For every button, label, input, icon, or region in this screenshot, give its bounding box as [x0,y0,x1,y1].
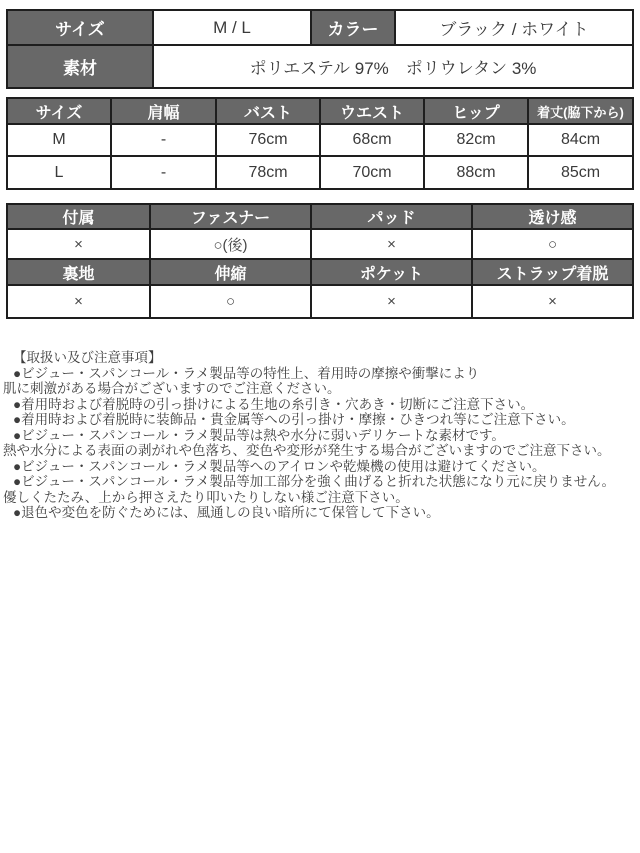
size-chart-header-cell: サイズ [7,98,111,124]
care-note-line: ●退色や変色を防ぐためには、風通しの良い暗所にて保管して下さい。 [13,505,440,520]
size-chart-header-cell: 肩幅 [111,98,216,124]
spec-row-size-color [7,10,633,45]
size-chart-data-cell: M [7,124,111,156]
size-chart-data-cell: - [111,124,216,156]
feature-header-cell: ファスナー [150,204,311,229]
feature-value-cell: × [472,285,633,318]
size-chart-data-cell: 70cm [320,156,424,189]
care-note-line: ●ビジュー・スパンコール・ラメ製品等加工部分を強く曲げると折れた状態になり元に戻りません。 [13,474,616,489]
features-table [6,203,634,319]
care-notes [3,350,639,521]
size-chart-data-cell: 84cm [528,124,633,156]
care-note-line: ●ビジュー・スパンコール・ラメ製品等の特性上、着用時の摩擦や衝撃により [13,365,480,381]
size-chart-header-cell: バスト [216,98,320,124]
feature-value-cell: ○(後) [150,229,311,259]
size-chart-data-cell: 88cm [424,156,528,189]
size-chart-row-l [7,156,633,189]
material-label-cell: 素材 [7,45,153,88]
feature-value-cell: ○ [150,285,311,318]
features-value-row-2 [7,285,633,318]
size-chart-header-cell: 着丈(脇下から) [528,98,633,124]
size-chart-header-row [7,98,633,124]
feature-value-cell: ○ [472,229,633,259]
care-note-line: ●着用時および着脱時の引っ掛けによる生地の糸引き・穴あき・切断にご注意下さい。 [13,396,535,412]
size-label-cell: サイズ [7,10,153,45]
size-value-cell: M / L [153,10,311,45]
spec-row-material [7,45,633,88]
feature-value-cell: × [311,285,472,318]
feature-header-cell: 裏地 [7,259,150,285]
feature-header-cell: パッド [311,204,472,229]
feature-value-cell: × [7,229,150,259]
color-label-cell: カラー [311,10,395,45]
product-spec-table [6,9,634,89]
feature-header-cell: 伸縮 [150,259,311,285]
size-chart-data-cell: L [7,156,111,189]
size-chart-data-cell: 78cm [216,156,320,189]
feature-header-cell: 透け感 [472,204,633,229]
care-notes-title: 【取扱い及び注意事項】 [13,350,162,365]
care-note-line: ●ビジュー・スパンコール・ラメ製品等は熱や水分に弱いデリケートな素材です。 [13,427,505,443]
feature-value-cell: × [7,285,150,318]
feature-header-cell: 付属 [7,204,150,229]
care-note-line: ●ビジュー・スパンコール・ラメ製品等へのアイロンや乾燥機の使用は避けてください。 [13,458,546,474]
size-chart-data-cell: 82cm [424,124,528,156]
size-chart-data-cell: 85cm [528,156,633,189]
feature-header-cell: ストラップ着脱 [472,259,633,285]
care-note-line: 熱や水分による表面の剥がれや色落ち、変色や変形が発生する場合がございますのでご注意下さい。 [3,443,611,458]
size-chart-header-cell: ヒップ [424,98,528,124]
size-chart-table [6,97,634,190]
care-note-line: 優しくたたみ、上から押さえたり叩いたりしない様ご注意下さい。 [3,489,409,505]
size-chart-data-cell: 68cm [320,124,424,156]
size-chart-row-m [7,124,633,156]
feature-value-cell: × [311,229,472,259]
features-value-row-1 [7,229,633,259]
color-value-cell: ブラック / ホワイト [395,10,633,45]
size-chart-data-cell: 76cm [216,124,320,156]
material-value-cell: ポリエステル 97% ポリウレタン 3% [153,45,633,88]
size-chart-header-cell: ウエスト [320,98,424,124]
care-note-line: 肌に刺激がある場合がございますのでご注意ください。 [3,381,341,396]
care-note-line: ●着用時および着脱時に装飾品・貴金属等への引っ掛け・摩擦・ひきつれ等にご注意下さい。 [13,412,575,427]
features-header-row-1 [7,204,633,229]
feature-header-cell: ポケット [311,259,472,285]
features-header-row-2 [7,259,633,285]
size-chart-data-cell: - [111,156,216,189]
